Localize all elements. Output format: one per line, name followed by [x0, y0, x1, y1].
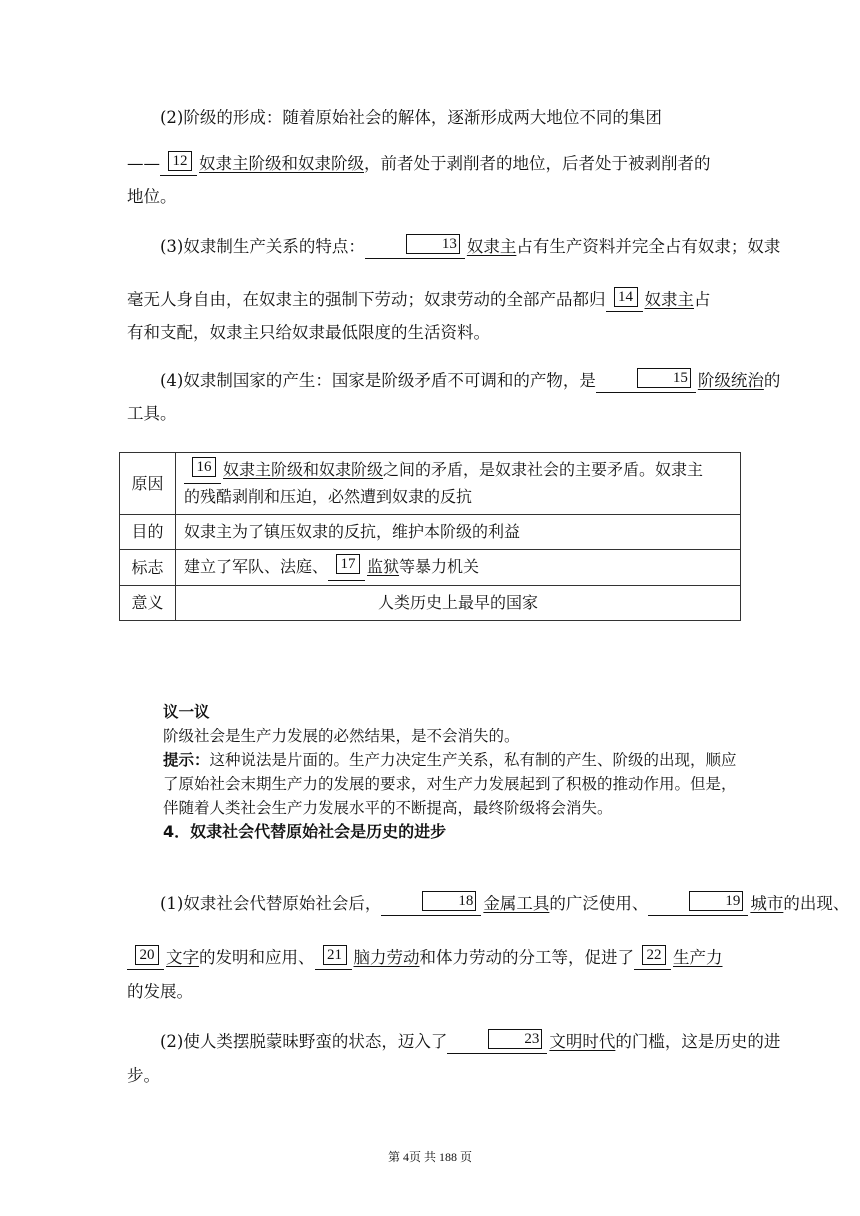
cell-significance: 人类历史上最早的国家	[176, 586, 741, 621]
s4-line2: 工具。	[127, 404, 177, 423]
answer-blank-15	[596, 371, 696, 393]
hint-label: 提示：	[163, 751, 210, 769]
blank-number-20: 20	[135, 945, 159, 965]
answer-22: 生产力	[673, 948, 723, 967]
answer-blank-20	[127, 948, 164, 970]
row-header-sign: 标志	[120, 550, 176, 586]
s3-line2: 毫无人身自由，在奴隶主的强制下劳动；奴隶劳动的全部产品都归 14 奴隶主占	[127, 286, 737, 312]
blank-number-14: 14	[614, 287, 638, 307]
cell-purpose: 奴隶主为了镇压奴隶的反抗，维护本阶级的利益	[176, 515, 741, 550]
blank-number-22: 22	[642, 945, 666, 965]
page-footer: 第 4页 共 188 页	[387, 1150, 472, 1164]
s4-line1: (4)奴隶制国家的产生：国家是阶级矛盾不可调和的产物，是 15 阶级统治的	[127, 367, 737, 393]
s2-line2: —— 12 奴隶主阶级和奴隶阶级，前者处于剥削者的地位，后者处于被剥削者的	[127, 150, 737, 176]
answer-blank-14	[606, 290, 643, 312]
answer-blank-22	[634, 948, 671, 970]
blank-number-18: 18	[422, 891, 476, 911]
state-table	[119, 452, 741, 621]
s5-line1: (1)奴隶社会代替原始社会后， 18 金属工具的广泛使用、 19 城市的出现、	[127, 890, 737, 916]
blank-number-16: 16	[192, 457, 216, 477]
blank-number-19: 19	[689, 891, 743, 911]
row-header-significance: 意义	[120, 586, 176, 621]
s6-line2: 步。	[127, 1066, 160, 1085]
blank-number-13: 13	[406, 234, 460, 254]
discussion-hint: 提示：这种说法是片面的。生产力决定生产关系，私有制的产生、阶级的出现，顺应了原始社会末期生产力的发展的要求，对生产力发展起到了积极的推动作用。但是，伴随着人类社会生产力发展水平的不断提高，最终阶级将会消失。	[163, 751, 737, 817]
section-heading-4: 4．奴隶社会代替原始社会是历史的进步	[163, 822, 447, 841]
answer-20: 文字	[166, 948, 199, 967]
s3-line3: 有和支配，奴隶主只给奴隶最低限度的生活资料。	[127, 323, 490, 342]
answer-blank-17	[328, 554, 365, 581]
answer-14: 奴隶主	[644, 290, 694, 309]
answer-17: 监狱	[367, 557, 400, 576]
answer-blank-13	[365, 237, 465, 259]
answer-blank-18	[381, 894, 481, 916]
discussion-title: 议一议	[163, 703, 210, 721]
blank-number-17: 17	[336, 554, 360, 574]
answer-18: 金属工具	[483, 894, 550, 913]
row-header-reason: 原因	[120, 453, 176, 515]
s6-line1: (2)使人类摆脱蒙昧野蛮的状态，迈入了 23 文明时代的门槛，这是历史的进	[127, 1028, 737, 1054]
cell-reason: 16 奴隶主阶级和奴隶阶级之间的矛盾，是奴隶社会的主要矛盾。奴隶主 的残酷剥削和压迫，必然遭到奴隶的反抗	[176, 453, 741, 515]
row-header-purpose: 目的	[120, 515, 176, 550]
answer-13: 奴隶主	[466, 237, 517, 256]
blank-number-21: 21	[323, 945, 347, 965]
answer-16: 奴隶主阶级和奴隶阶级	[223, 460, 384, 479]
s2-line3: 地位。	[127, 187, 177, 206]
blank-number-12: 12	[168, 151, 192, 171]
answer-15: 阶级统治	[697, 371, 764, 390]
answer-blank-23	[447, 1032, 547, 1054]
answer-19: 城市	[750, 894, 784, 913]
answer-23: 文明时代	[549, 1032, 616, 1051]
s5-line3: 的发展。	[127, 982, 193, 1001]
table-row	[120, 453, 741, 515]
blank-number-15: 15	[637, 368, 691, 388]
discussion-question: 阶级社会是生产力发展的必然结果，是不会消失的。	[163, 727, 520, 745]
s3-line1: (3)奴隶制生产关系的特点： 13 奴隶主占有生产资料并完全占有奴隶；奴隶	[127, 233, 737, 259]
discussion-block	[163, 700, 743, 844]
answer-blank-21	[315, 948, 352, 970]
table-row	[120, 586, 741, 621]
answer-blank-12	[160, 154, 197, 176]
answer-blank-16	[184, 457, 221, 484]
answer-blank-19	[648, 894, 748, 916]
table-row	[120, 550, 741, 586]
answer-21: 脑力劳动	[353, 948, 420, 967]
blank-number-23: 23	[488, 1029, 542, 1049]
s2-line1: (2)阶级的形成：随着原始社会的解体，逐渐形成两大地位不同的集团	[160, 108, 662, 127]
answer-12: 奴隶主阶级和奴隶阶级	[199, 154, 364, 173]
s5-line2: 20 文字的发明和应用、 21 脑力劳动和体力劳动的分工等，促进了 22 生产力	[127, 944, 737, 970]
table-row	[120, 515, 741, 550]
cell-sign: 建立了军队、法庭、 17 监狱等暴力机关	[176, 550, 741, 586]
